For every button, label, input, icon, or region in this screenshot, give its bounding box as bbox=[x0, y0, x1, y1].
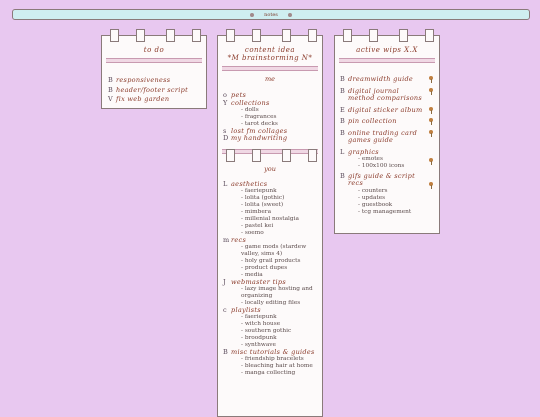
pushpin-icon bbox=[429, 182, 433, 188]
todo-title: to do bbox=[143, 46, 165, 54]
sub-item: - mimbera bbox=[241, 208, 272, 215]
you-heading: you bbox=[264, 164, 276, 173]
list-item: B gifs guide & script recs bbox=[340, 173, 439, 188]
paper-tab-icon bbox=[282, 149, 291, 162]
me-list bbox=[223, 92, 322, 143]
sub-item: - holy grail products bbox=[241, 257, 301, 264]
left-dot-icon bbox=[250, 13, 254, 17]
sub-item: - locally editing files bbox=[241, 299, 301, 306]
you-list bbox=[223, 181, 322, 377]
sub-item: - soemo bbox=[241, 229, 264, 236]
paper-tab-icon bbox=[226, 29, 235, 42]
paper-tab-icon bbox=[252, 149, 261, 162]
wips-title: active wips X.X bbox=[356, 46, 418, 54]
list-item: c playlists bbox=[223, 305, 261, 314]
sub-item: - emotes bbox=[358, 156, 383, 162]
list-item: m recs bbox=[223, 235, 247, 244]
sub-item: - lazy image hosting and organizing bbox=[241, 286, 313, 299]
sub-item: - counters bbox=[358, 187, 388, 194]
list-item: o pets bbox=[223, 91, 247, 99]
divider bbox=[106, 58, 202, 63]
pushpin-icon bbox=[429, 107, 433, 113]
active-wips-panel bbox=[334, 35, 440, 234]
list-item: L aesthetics bbox=[223, 179, 268, 188]
paper-tab-icon bbox=[166, 29, 175, 42]
list-item: J webmaster tips bbox=[223, 277, 286, 286]
paper-tab-icon bbox=[136, 29, 145, 42]
sub-item: - witch house bbox=[241, 321, 281, 328]
list-item: B online trading card games guide bbox=[340, 130, 439, 145]
sub-item: - southern gothic bbox=[241, 328, 292, 335]
me-heading: me bbox=[264, 75, 275, 83]
sub-item: - millenial nostalgia bbox=[241, 215, 299, 222]
sub-item: - tcg management bbox=[358, 208, 412, 215]
list-item: D my handwriting bbox=[223, 134, 288, 143]
list-item: Y collections bbox=[223, 98, 270, 107]
paper-tab-icon bbox=[308, 29, 317, 42]
sub-item: - friendship bracelets bbox=[241, 356, 304, 363]
list-item: B dreamwidth guide bbox=[340, 76, 439, 84]
divider bbox=[222, 149, 318, 154]
pushpin-icon bbox=[429, 118, 433, 124]
content-idea-panel bbox=[217, 35, 323, 417]
list-item: L graphics bbox=[340, 149, 439, 157]
paper-tab-icon bbox=[226, 149, 235, 162]
sub-item: - 100x100 icons bbox=[358, 162, 405, 169]
paper-tab-icon bbox=[425, 29, 434, 42]
sub-item: - media bbox=[241, 271, 263, 278]
content-title: content idea bbox=[244, 46, 296, 54]
todo-list bbox=[108, 77, 206, 104]
sub-item: - synthwave bbox=[241, 341, 276, 348]
list-item: B pin collection bbox=[340, 118, 439, 126]
section-divider bbox=[218, 149, 322, 163]
sub-item: - broodpunk bbox=[241, 335, 277, 342]
sub-item: - guestbook bbox=[358, 201, 393, 208]
paper-tab-icon bbox=[252, 29, 261, 42]
list-item: s lost fm collages bbox=[223, 126, 288, 135]
paper-tab-icon bbox=[399, 29, 408, 42]
list-item: V fix web garden bbox=[108, 95, 170, 103]
sub-item: - manga collecting bbox=[241, 370, 296, 377]
wips-list bbox=[340, 76, 439, 215]
paper-tab-icon bbox=[110, 29, 119, 42]
list-item: E digital sticker album bbox=[340, 107, 439, 115]
pushpin-icon bbox=[429, 158, 433, 164]
sub-item: - faeriepunk bbox=[241, 188, 277, 195]
sub-item: - product dupes bbox=[241, 264, 288, 271]
sub-item: - fragrances bbox=[241, 113, 277, 120]
pushpin-icon bbox=[429, 130, 433, 136]
paper-tab-icon bbox=[369, 29, 378, 42]
sub-item: - pastel kei bbox=[241, 222, 274, 229]
paper-tab-icon bbox=[192, 29, 201, 42]
sub-item: - tarot decks bbox=[241, 120, 278, 127]
todo-panel bbox=[101, 35, 207, 109]
list-item: B responsiveness bbox=[108, 76, 171, 84]
sub-item: - bleaching hair at home bbox=[241, 363, 313, 370]
pushpin-icon bbox=[429, 76, 433, 82]
notes-topbar bbox=[12, 9, 530, 20]
right-dot-icon bbox=[288, 13, 292, 17]
sub-item: - lolita (gothic) bbox=[241, 195, 285, 202]
pushpin-icon bbox=[429, 88, 433, 94]
sub-item: - game mods (stardew valley, sims 4) bbox=[241, 244, 307, 257]
divider bbox=[222, 66, 318, 71]
list-item: B header/footer script bbox=[108, 85, 189, 94]
list-item: B misc tutorials & guides bbox=[223, 347, 315, 356]
divider bbox=[339, 58, 435, 63]
list-item: B digital journal method comparisons bbox=[340, 88, 439, 103]
paper-tab-icon bbox=[282, 29, 291, 42]
paper-tab-icon bbox=[308, 149, 317, 162]
sub-item: - faeriepunk bbox=[241, 314, 277, 321]
sub-item: - dolls bbox=[241, 107, 259, 113]
topbar-title: notes bbox=[264, 11, 278, 18]
sub-item: - lolita (sweet) bbox=[241, 202, 284, 209]
content-subtitle: *M brainstorming N* bbox=[227, 54, 313, 62]
paper-tab-icon bbox=[343, 29, 352, 42]
sub-item: - updates bbox=[358, 194, 386, 201]
